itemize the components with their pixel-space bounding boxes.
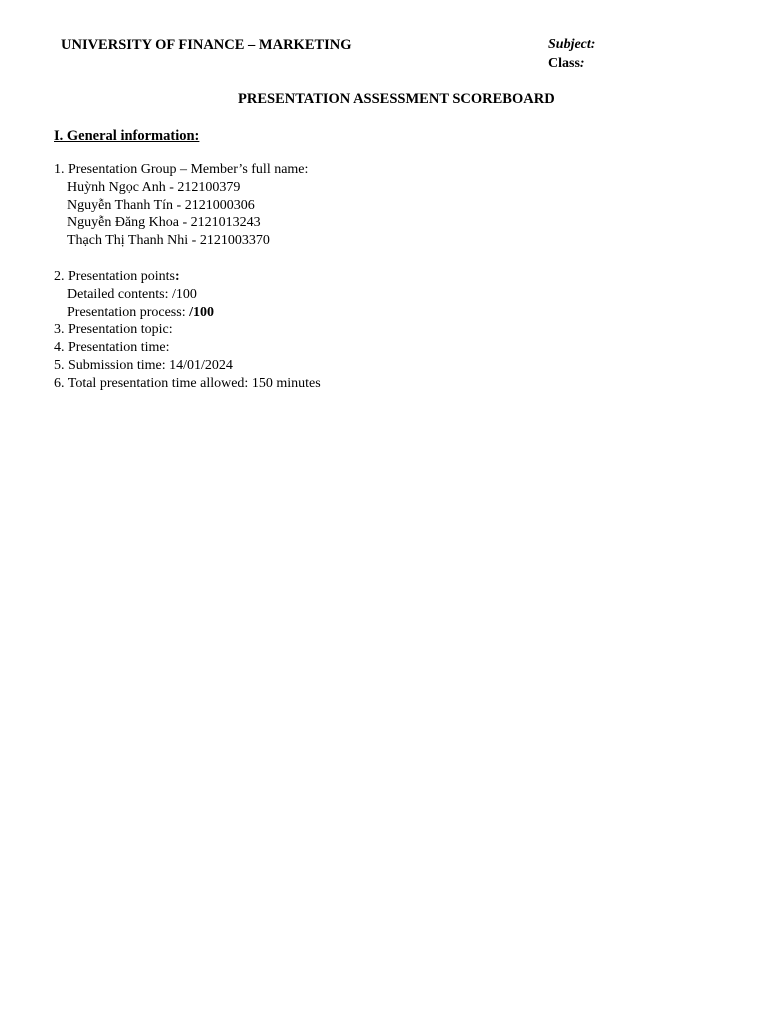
member-item: Nguyễn Đăng Khoa - 2121013243 [67, 215, 261, 231]
class-label: Class [548, 56, 580, 71]
group-label: 1. Presentation Group – Member’s full name: [54, 162, 309, 177]
subject-label: Subject: [548, 37, 596, 52]
process-value: /100 [189, 304, 214, 320]
submission-time: 5. Submission time: 14/01/2024 [54, 357, 233, 373]
spacer [54, 250, 321, 268]
presentation-time: 4. Presentation time: [54, 340, 170, 356]
process-line [54, 304, 321, 322]
presentation-topic: 3. Presentation topic: [54, 322, 173, 338]
process-label: Presentation process: [67, 304, 190, 320]
class-colon: : [579, 56, 585, 71]
total-time-allowed: 6. Total presentation time allowed: 150 minutes [54, 375, 321, 391]
member-item: Huỳnh Ngọc Anh - 212100379 [67, 179, 241, 195]
points-colon: : [174, 268, 180, 284]
document-title: PRESENTATION ASSESSMENT SCOREBOARD [238, 91, 555, 107]
points-label: 2. Presentation points [54, 268, 175, 284]
university-name: UNIVERSITY OF FINANCE – MARKETING [61, 37, 352, 53]
points-label-line [54, 268, 321, 286]
general-information-list [54, 161, 321, 393]
class-label-line [548, 55, 585, 73]
detailed-contents: Detailed contents: /100 [67, 286, 197, 302]
member-item: Thạch Thị Thanh Nhi - 2121003370 [67, 233, 270, 249]
section-heading: I. General information: [54, 128, 200, 144]
member-item: Nguyễn Thanh Tín - 2121000306 [67, 197, 255, 213]
